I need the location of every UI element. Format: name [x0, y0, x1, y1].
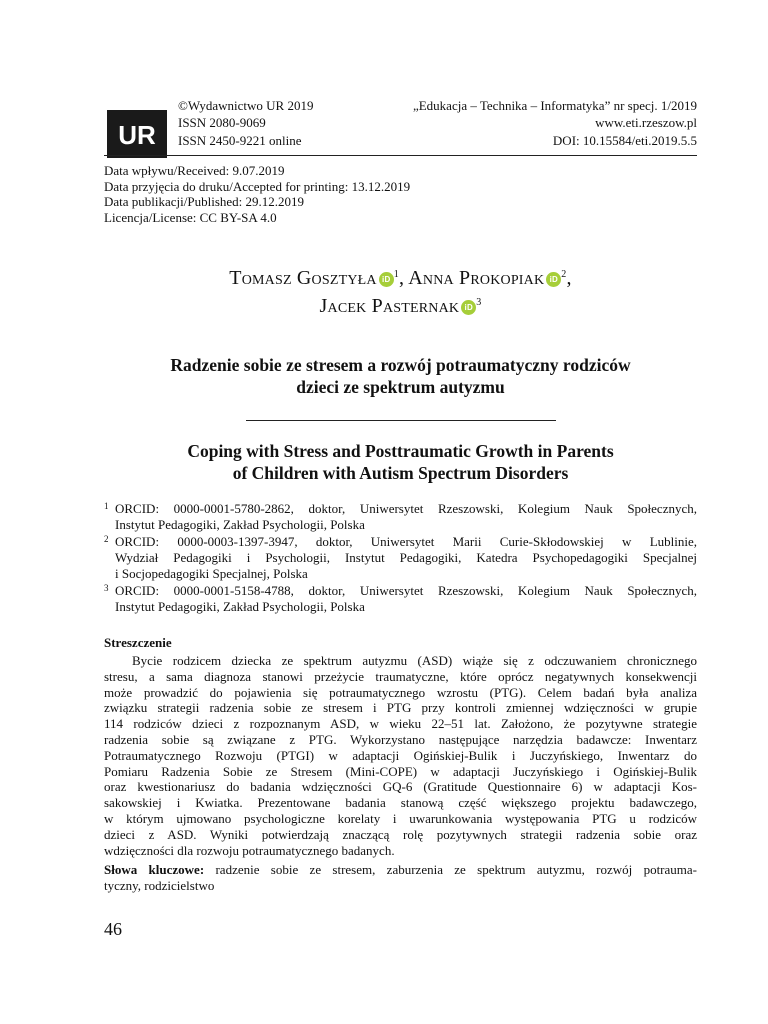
author-3: Jacek Pasternak	[319, 295, 460, 317]
header-rule	[104, 155, 697, 156]
issn-online: ISSN 2450-9221 online	[178, 133, 302, 148]
title-english: Coping with Stress and Posttraumatic Growth in Parents of Children with Autism Spectrum Disorders	[187, 441, 614, 483]
affiliation-3: 3 ORCID: 0000-0001-5158-4788, doktor, Uniwersytet Rzeszowski, Kolegium Nauk Społecznych, Instytut Pedagogiki, Zakład Psychologii, Polska	[104, 583, 697, 614]
author-1: Tomasz Gosztyła	[229, 267, 377, 289]
title-separator	[246, 420, 556, 421]
title-polish: Radzenie sobie ze stresem a rozwój potraumatyczny rodziców dzieci ze spektrum autyzmu	[170, 355, 631, 397]
license: Licencja/License: CC BY-SA 4.0	[104, 209, 277, 225]
orcid-icon[interactable]: iD	[379, 272, 394, 287]
date-published: Data publikacji/Published: 29.12.2019	[104, 194, 305, 209]
publisher-line: ©Wydawnictwo UR 2019	[178, 98, 314, 113]
doi[interactable]: DOI: 10.15584/eti.2019.5.5	[552, 133, 697, 148]
orcid-icon[interactable]: iD	[461, 300, 476, 315]
authors-line-1: Tomasz Gosztyła iD $^1$, Anna Prokopiak iD $^2$,	[229, 267, 572, 289]
journal-url[interactable]: www.eti.rzeszow.pl	[595, 115, 697, 130]
page-number: 46	[104, 919, 122, 939]
logo-text: UR	[118, 120, 156, 150]
university-logo	[107, 110, 167, 158]
journal-name: „Edukacja – Technika – Informatyka” nr specj. 1/2019	[412, 98, 697, 113]
publication-dates	[104, 163, 410, 225]
date-accepted: Data przyjęcia do druku/Accepted for printing: 13.12.2019	[104, 178, 411, 194]
abstract-body: Bycie rodzicem dziecka ze spektrum autyzmu (ASD) wiąże się z odczuwaniem chronicznego stresu, a sama diagnoza stanowi przeżycie traumatyczne, które oprócz negatywnych konsekwencji może prowadzić do pojawienia się potraumatycznego wzrostu (PTG). Celem badań była analiza związku strategii radzenia sobie ze stresem i PTG przy kontroli zmiennej wdzięczności w grupie 114 rodziców dzieci z rozpoznanym ASD, w wieku 22–51 lat. Założono, że pozytywne strategie radzenia sobie są związane z PTG. Wykorzystano następujące narzędzia badawcze: Inwentarz Potraumatycznego Rozwoju (PTGI) w adaptacji Ogińskiej-Bulik i Juczyńskiego, Inwentarz do Pomiaru Radzenia Sobie ze Stresem (Mini-COPE) w adaptacji Juczyńskiego i Ogińskiej-Bulik oraz kwestionariusz do badania wdzięczności GQ-6 (Gratitude Questionnaire 6) w adaptacji Kos- sakowskiej i Kwiatka. Prezentowane badania stanową część większego projektu badawczego, w którym ujmowano psychologiczne korelaty i uwarunkowania występowania PTG u rodziców dzieci z ASD. Wyniki potwierdzają znaczącą rolę pozytywnych strategii radzenia sobie oraz wdzięczności dla rozwoju potraumatycznego badanych.	[104, 653, 697, 858]
date-received: Data wpływu/Received: 9.07.2019	[104, 163, 285, 178]
issn-print: ISSN 2080-9069	[178, 115, 266, 130]
keywords: Słowa kluczowe: radzenie sobie ze stresem, zaburzenia ze spektrum autyzmu, rozwój potrauma- tyczny, rodzicielstwo	[104, 862, 697, 893]
affiliation-1: 1 ORCID: 0000-0001-5780-2862, doktor, Uniwersytet Rzeszowski, Kolegium Nauk Społecznych, Instytut Pedagogiki, Zakład Psychologii, Polska	[104, 501, 697, 532]
keywords-label: Słowa kluczowe:	[104, 862, 205, 877]
authors-line-2: Jacek Pasternak iD $^3$	[319, 295, 482, 317]
orcid-icon[interactable]: iD	[546, 272, 561, 287]
affiliation-2: 2 ORCID: 0000-0003-1397-3947, doktor, Uniwersytet Marii Curie-Skłodowskiej w Lublinie, Wydział Pedagogiki i Psychologii, Instytut Pedagogiki, Katedra Psychopedagogiki Specjalnej i Socjopedagogiki Specjalnej, Polska	[104, 534, 697, 581]
abstract-heading: Streszczenie	[104, 635, 172, 650]
author-2: Anna Prokopiak	[408, 267, 545, 289]
